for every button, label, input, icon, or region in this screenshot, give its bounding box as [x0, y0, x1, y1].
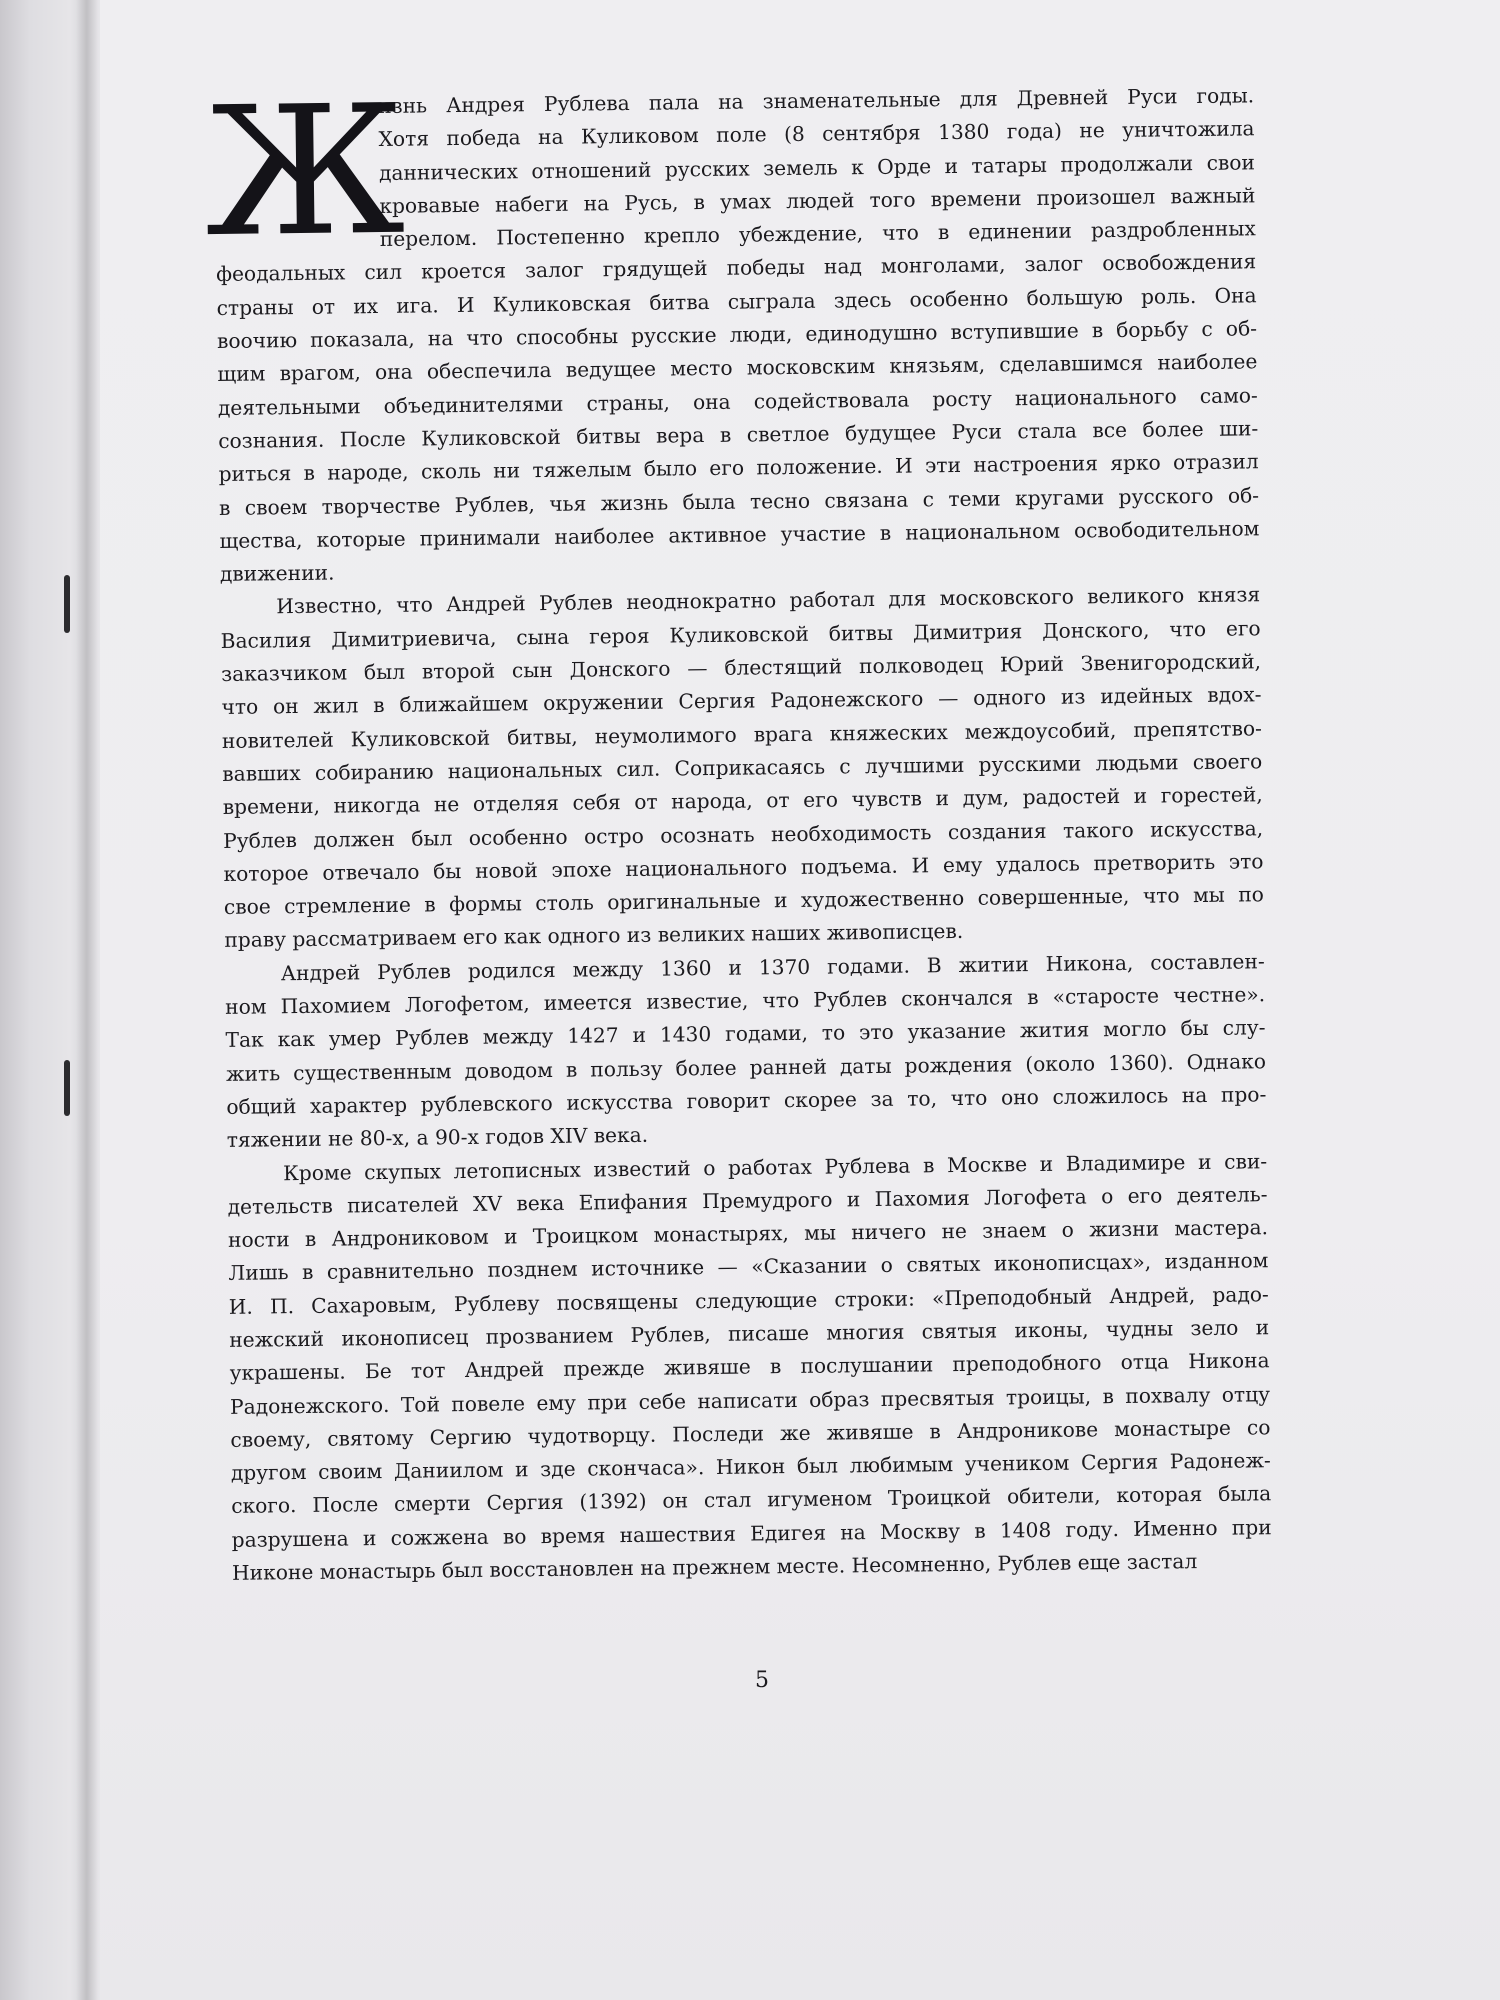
text-line: Никоне монастырь был восстановлен на прежнем месте. Несомненно, Рублев еще застал: [231, 1549, 1198, 1585]
text-line: Радонежского. Той повеле ему при себе написати образ пресвятыя троицы, в похвалу отцу: [229, 1381, 1271, 1419]
text-line: украшены. Бе тот Андрей прежде живяше в послушании преподобного отца Никона: [229, 1348, 1270, 1386]
text-line: кровавые набеги на Русь, в умах людей того времени произошел важный: [379, 183, 1256, 218]
text-line: свое стремление в формы столь оригинальные и художественно совершенные, что мы по: [223, 882, 1265, 920]
text-line: жить существенным доводом в пользу более ранней даты рождения (около 1360). Однако: [225, 1048, 1267, 1086]
text-line: движении.: [219, 560, 335, 587]
text-line: детельств писателей XV века Епифания Премудрого и Пахомия Логофета о его деятель-: [227, 1182, 1268, 1219]
text-line: И. П. Сахаровым, Рублеву посвящены следующие строки: «Преподобный Андрей, радо-: [228, 1281, 1269, 1319]
text-line: своему, святому Сергию чудотворцу. Последи же живяше в Андроникове монастыре со: [230, 1415, 1271, 1452]
text-line: времени, никогда не отделяя себя от народа, от его чувств и дум, радостей и горестей,: [222, 782, 1263, 820]
text-line: ности в Андрониковом и Троицком монастырях, мы ничего не знаем о жизни мастера.: [227, 1215, 1269, 1253]
text-line: Лишь в сравнительно позднем источнике — «Сказании о святых иконописцах», изданном: [228, 1248, 1269, 1286]
text-line: общий характер рублевского искусства говорит скорее за то, что оно сложилось на про-: [226, 1082, 1267, 1119]
binding-mark: [64, 1060, 70, 1116]
text-line: Известно, что Андрей Рублев неоднократно работал для московского великого князя: [276, 582, 1261, 619]
binding-mark: [64, 575, 70, 633]
text-line: другом своим Даниилом и зде скончаса». Никон был любимым учеником Сергия Радонеж-: [230, 1448, 1271, 1486]
text-line: щества, которые принимали наиболее активное участие в национальном освободительном: [219, 516, 1260, 553]
text-line: которое отвечало бы новой эпохе национального подъема. И ему удалось претворить это: [223, 849, 1264, 886]
text-line: деятельными объединителями страны, она содействовала росту национального само-: [217, 382, 1258, 420]
text-line: сознания. После Куликовской битвы вера в светлое будущее Руси стала все более ши-: [218, 416, 1259, 453]
text-line: ского. После смерти Сергия (1392) он стал игуменом Троицкой обители, которая была: [231, 1481, 1272, 1519]
text-line: праву рассматриваем его как одного из великих наших живописцев.: [224, 919, 964, 953]
text-line: что он жил в ближайшем окружении Сергия Радонежского — одного из идейных вдох-: [221, 682, 1262, 720]
text-line: изнь Андрея Рублева пала на знаменательные для Древней Руси годы.: [378, 83, 1255, 118]
text-line: Так как умер Рублев между 1427 и 1430 годами, то это указание жития могло бы слу-: [225, 1015, 1266, 1053]
drop-cap: Ж: [203, 66, 407, 277]
text-line: Василия Димитриевича, сына героя Куликовской битвы Димитрия Донского, что его: [220, 616, 1261, 653]
text-line: Хотя победа на Куликовом поле (8 сентября 1380 года) не уничтожила: [378, 116, 1255, 152]
text-line: перелом. Постепенно крепло убеждение, что в единении раздробленных: [379, 216, 1256, 252]
page-number: 5: [755, 1668, 769, 1693]
text-line: в своем творчестве Рублев, чья жизнь была тесно связана с теми кругами русского об-: [218, 482, 1260, 520]
text-line: феодальных сил кроется залог грядущей победы над монголами, залог освобождения: [216, 249, 1257, 287]
text-line: даннических отношений русских земель к Орде и татары продолжали свои: [378, 149, 1256, 185]
text-line: нежский иконописец прозванием Рублев, писаше многия святыя иконы, чудны зело и: [229, 1315, 1270, 1352]
text-line: новителей Куликовской битвы, неумолимого врага княжеских междоусобий, препятство-: [221, 715, 1262, 753]
text-line: заказчиком был второй сын Донского — блестящий полководец Юрий Звенигородский,: [220, 649, 1262, 687]
text-block: [203, 66, 1272, 1590]
text-line: тяжении не 80-х, а 90-х годов XIV века.: [226, 1122, 649, 1153]
text-line: Кроме скупых летописных известий о работах Рублева в Москве и Владимире и сви-: [283, 1148, 1268, 1185]
text-line: щим врагом, она обеспечила ведущее место московским князьям, сделавшимся наиболее: [217, 349, 1258, 387]
text-line: риться в народе, сколь ни тяжелым было его положение. И эти настроения ярко отразил: [218, 449, 1259, 487]
text-line: Андрей Рублев родился между 1360 и 1370 годами. В житии Никона, составлен-: [280, 948, 1265, 985]
text-line: вавших собиранию национальных сил. Соприкасаясь с лучшими русскими людьми своего: [222, 749, 1263, 786]
text-line: воочию показала, на что способны русские люди, единодушно вступившие в борьбу с об-: [216, 316, 1258, 354]
text-line: Рублев должен был особенно остро осознать необходимость создания такого искусства,: [222, 815, 1264, 853]
gutter-shadow: [76, 0, 98, 2000]
text-line: страны от их ига. И Куликовская битва сыграла здесь особенно большую роль. Она: [216, 283, 1257, 320]
text-line: ном Пахомием Логофетом, имеется известие, что Рублев скончался в «старосте честне».: [225, 982, 1266, 1019]
text-line: разрушена и сожжена во время нашествия Едигея на Москву в 1408 году. Именно при: [231, 1514, 1272, 1552]
